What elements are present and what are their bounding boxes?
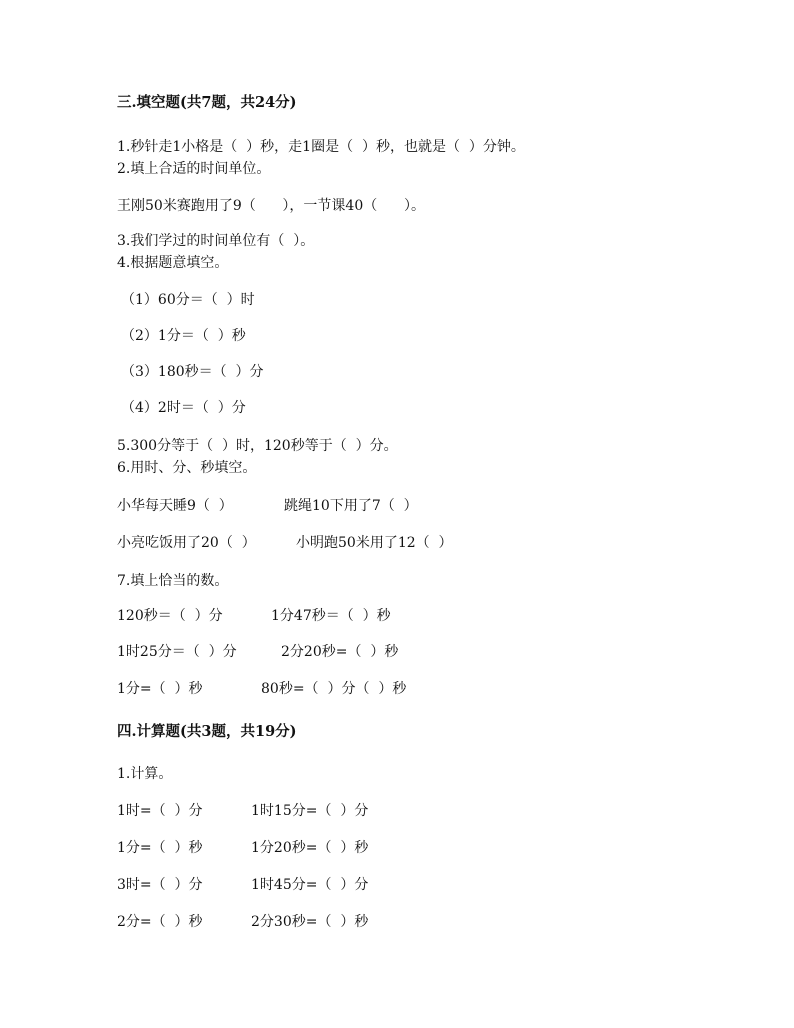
- question-4-item: （1）60分＝（ ）时: [121, 292, 255, 308]
- question-7-right: 1分47秒＝（ ）秒: [271, 608, 391, 624]
- question-1: 1.秒针走1小格是（ ）秒，走1圈是（ ）秒，也就是（ ）分钟。: [117, 139, 525, 155]
- question-5: 5.300分等于（ ）时，120秒等于（ ）分。: [117, 438, 398, 454]
- question-4: 4.根据题意填空。: [117, 255, 229, 271]
- calc-left: 1时=（ ）分: [117, 803, 203, 819]
- question-4-item: （3）180秒＝（ ）分: [121, 364, 264, 380]
- question-2-line: 王刚50米赛跑用了9（ ），一节课40（ ）。: [117, 198, 425, 214]
- calc-left: 2分=（ ）秒: [117, 914, 203, 930]
- calc-left: 3时=（ ）分: [117, 877, 203, 893]
- question-6-left: 小亮吃饭用了20（ ）: [117, 535, 256, 551]
- calc-right: 1时45分=（ ）分: [251, 877, 369, 893]
- question-7-left: 120秒＝（ ）分: [117, 608, 223, 624]
- question-7-right: 80秒=（ ）分（ ）秒: [261, 681, 407, 697]
- question-4-item: （4）2时＝（ ）分: [121, 400, 246, 416]
- calc-right: 2分30秒=（ ）秒: [251, 914, 369, 930]
- question-7-left: 1时25分＝（ ）分: [117, 644, 237, 660]
- calc-question-1: 1.计算。: [117, 766, 173, 782]
- question-6-right: 跳绳10下用了7（ ）: [284, 498, 418, 514]
- question-6: 6.用时、分、秒填空。: [117, 460, 257, 476]
- calc-left: 1分=（ ）秒: [117, 840, 203, 856]
- section-3-heading: 三.填空题(共7题，共24分): [117, 94, 297, 111]
- question-6-left: 小华每天睡9（ ）: [117, 498, 233, 514]
- question-2: 2.填上合适的时间单位。: [117, 161, 271, 177]
- section-4-heading: 四.计算题(共3题，共19分): [117, 723, 297, 740]
- question-7: 7.填上恰当的数。: [117, 573, 229, 589]
- question-4-item: （2）1分＝（ ）秒: [121, 328, 246, 344]
- calc-right: 1分20秒=（ ）秒: [251, 840, 369, 856]
- question-7-left: 1分=（ ）秒: [117, 681, 203, 697]
- question-6-right: 小明跑50米用了12（ ）: [296, 535, 453, 551]
- question-7-right: 2分20秒=（ ）秒: [281, 644, 399, 660]
- question-3: 3.我们学过的时间单位有（ ）。: [117, 233, 315, 249]
- calc-right: 1时15分=（ ）分: [251, 803, 369, 819]
